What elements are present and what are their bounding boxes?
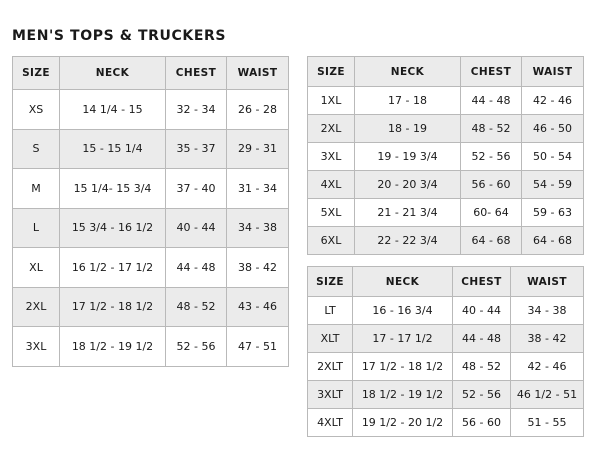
table-row [308, 297, 584, 325]
size-cell: L [13, 208, 60, 248]
waist-cell: 31 - 34 [227, 169, 289, 209]
chest-cell: 60- 64 [461, 199, 522, 227]
size-cell: 3XLT [308, 381, 353, 409]
waist-cell: 34 - 38 [511, 297, 584, 325]
size-cell: 5XL [308, 199, 355, 227]
size-cell: XS [13, 90, 60, 130]
chest-cell: 56 - 60 [461, 171, 522, 199]
neck-cell: 17 1/2 - 18 1/2 [353, 353, 453, 381]
column-header-chest: CHEST [453, 267, 511, 297]
column-header-size: SIZE [308, 57, 355, 87]
neck-cell: 14 1/4 - 15 [60, 90, 166, 130]
waist-cell: 51 - 55 [511, 409, 584, 437]
waist-cell: 38 - 42 [227, 248, 289, 288]
column-header-neck: NECK [353, 267, 453, 297]
size-cell: 3XL [13, 327, 60, 367]
waist-cell: 43 - 46 [227, 287, 289, 327]
table-row [13, 248, 289, 288]
table-row [308, 227, 584, 255]
neck-cell: 17 - 18 [355, 87, 461, 115]
chest-cell: 52 - 56 [461, 143, 522, 171]
chest-cell: 40 - 44 [166, 208, 227, 248]
table-row [13, 208, 289, 248]
table-row [308, 143, 584, 171]
waist-cell: 42 - 46 [522, 87, 584, 115]
chest-cell: 40 - 44 [453, 297, 511, 325]
column-header-neck: NECK [60, 57, 166, 90]
table-row [308, 171, 584, 199]
table-row [308, 87, 584, 115]
neck-cell: 18 1/2 - 19 1/2 [353, 381, 453, 409]
waist-cell: 29 - 31 [227, 129, 289, 169]
table-row [13, 287, 289, 327]
size-cell: LT [308, 297, 353, 325]
size-chart-tall [307, 266, 584, 437]
column-header-size: SIZE [308, 267, 353, 297]
size-cell: 4XLT [308, 409, 353, 437]
chest-cell: 64 - 68 [461, 227, 522, 255]
column-header-size: SIZE [13, 57, 60, 90]
column-header-neck: NECK [355, 57, 461, 87]
waist-cell: 38 - 42 [511, 325, 584, 353]
size-cell: 6XL [308, 227, 355, 255]
size-cell: 2XL [308, 115, 355, 143]
waist-cell: 46 1/2 - 51 [511, 381, 584, 409]
waist-cell: 64 - 68 [522, 227, 584, 255]
neck-cell: 18 1/2 - 19 1/2 [60, 327, 166, 367]
table-row [308, 353, 584, 381]
neck-cell: 17 1/2 - 18 1/2 [60, 287, 166, 327]
chest-cell: 52 - 56 [453, 381, 511, 409]
column-header-chest: CHEST [166, 57, 227, 90]
table-row [308, 115, 584, 143]
neck-cell: 15 - 15 1/4 [60, 129, 166, 169]
neck-cell: 20 - 20 3/4 [355, 171, 461, 199]
column-header-waist: WAIST [511, 267, 584, 297]
chest-cell: 48 - 52 [453, 353, 511, 381]
chest-cell: 32 - 34 [166, 90, 227, 130]
table-row [13, 129, 289, 169]
size-cell: XLT [308, 325, 353, 353]
size-cell: 4XL [308, 171, 355, 199]
header-row [308, 267, 584, 297]
size-cell: M [13, 169, 60, 209]
waist-cell: 42 - 46 [511, 353, 584, 381]
header-row [308, 57, 584, 87]
table-row [13, 90, 289, 130]
size-chart-regular [12, 56, 289, 367]
chest-cell: 48 - 52 [166, 287, 227, 327]
waist-cell: 50 - 54 [522, 143, 584, 171]
table-row [308, 381, 584, 409]
waist-cell: 46 - 50 [522, 115, 584, 143]
size-chart-big [307, 56, 584, 255]
chest-cell: 56 - 60 [453, 409, 511, 437]
chest-cell: 44 - 48 [166, 248, 227, 288]
column-header-waist: WAIST [522, 57, 584, 87]
table-row [308, 199, 584, 227]
size-cell: S [13, 129, 60, 169]
neck-cell: 21 - 21 3/4 [355, 199, 461, 227]
chest-cell: 44 - 48 [461, 87, 522, 115]
chest-cell: 37 - 40 [166, 169, 227, 209]
table-row [13, 327, 289, 367]
neck-cell: 15 3/4 - 16 1/2 [60, 208, 166, 248]
neck-cell: 19 - 19 3/4 [355, 143, 461, 171]
table-row [13, 169, 289, 209]
neck-cell: 15 1/4- 15 3/4 [60, 169, 166, 209]
chest-cell: 35 - 37 [166, 129, 227, 169]
size-cell: 2XLT [308, 353, 353, 381]
neck-cell: 16 - 16 3/4 [353, 297, 453, 325]
waist-cell: 34 - 38 [227, 208, 289, 248]
size-cell: 1XL [308, 87, 355, 115]
neck-cell: 22 - 22 3/4 [355, 227, 461, 255]
chest-cell: 48 - 52 [461, 115, 522, 143]
column-header-chest: CHEST [461, 57, 522, 87]
table-row [308, 325, 584, 353]
waist-cell: 26 - 28 [227, 90, 289, 130]
size-cell: XL [13, 248, 60, 288]
waist-cell: 54 - 59 [522, 171, 584, 199]
column-header-waist: WAIST [227, 57, 289, 90]
neck-cell: 16 1/2 - 17 1/2 [60, 248, 166, 288]
size-cell: 2XL [13, 287, 60, 327]
table-row [308, 409, 584, 437]
chest-cell: 44 - 48 [453, 325, 511, 353]
waist-cell: 59 - 63 [522, 199, 584, 227]
neck-cell: 18 - 19 [355, 115, 461, 143]
waist-cell: 47 - 51 [227, 327, 289, 367]
header-row [13, 57, 289, 90]
chest-cell: 52 - 56 [166, 327, 227, 367]
page-title: MEN'S TOPS & TRUCKERS [12, 28, 227, 44]
neck-cell: 17 - 17 1/2 [353, 325, 453, 353]
size-cell: 3XL [308, 143, 355, 171]
neck-cell: 19 1/2 - 20 1/2 [353, 409, 453, 437]
